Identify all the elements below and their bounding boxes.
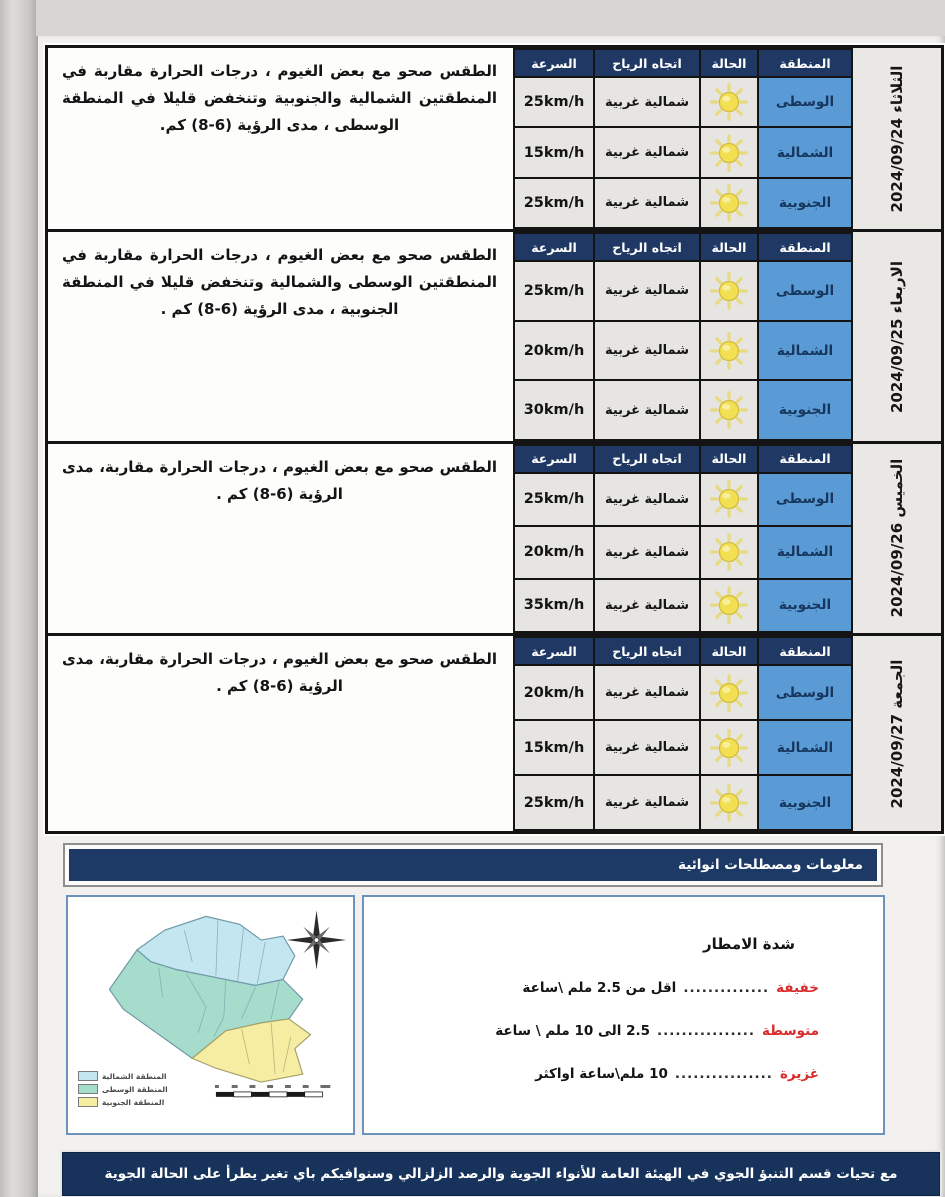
speed-cell: 25km/h bbox=[515, 474, 593, 525]
speed-cell: 20km/h bbox=[515, 322, 593, 380]
condition-cell bbox=[701, 776, 757, 829]
speed-cell: 15km/h bbox=[515, 721, 593, 774]
sun-icon bbox=[709, 532, 749, 572]
dots-leader: ................ bbox=[674, 1066, 773, 1082]
condition-cell bbox=[701, 78, 757, 126]
sun-icon bbox=[709, 271, 749, 311]
wind-cell: شمالية غربية bbox=[595, 721, 699, 774]
legend-label: المنطقة الشمالية bbox=[102, 1071, 167, 1081]
region-cell: الشمالية bbox=[759, 128, 851, 176]
table-row bbox=[515, 322, 851, 380]
region-cell: الشمالية bbox=[759, 322, 851, 380]
rain-item-label: غزيرة bbox=[779, 1066, 819, 1082]
condition-cell bbox=[701, 322, 757, 380]
photo-left-gutter bbox=[0, 0, 36, 1197]
header-region: المنطقة bbox=[759, 446, 851, 472]
speed-cell: 35km/h bbox=[515, 580, 593, 631]
wind-cell: شمالية غربية bbox=[595, 527, 699, 578]
wind-cell: شمالية غربية bbox=[595, 179, 699, 227]
header-wind: اتجاه الرياح bbox=[595, 234, 699, 260]
legend-item-south bbox=[78, 1097, 168, 1107]
header-region: المنطقة bbox=[759, 234, 851, 260]
day-weather-table bbox=[513, 232, 853, 441]
speed-cell: 20km/h bbox=[515, 527, 593, 578]
rain-item-light bbox=[364, 980, 883, 996]
info-banner bbox=[69, 849, 877, 881]
region-cell: الجنوبية bbox=[759, 580, 851, 631]
wind-cell: شمالية غربية bbox=[595, 262, 699, 320]
speed-cell: 25km/h bbox=[515, 262, 593, 320]
table-row bbox=[515, 179, 851, 227]
condition-cell bbox=[701, 179, 757, 227]
wind-cell: شمالية غربية bbox=[595, 381, 699, 439]
legend-swatch-north bbox=[78, 1071, 98, 1081]
table-row bbox=[515, 527, 851, 578]
rain-item-label: خفيفة bbox=[776, 980, 819, 996]
day-weather-table bbox=[513, 636, 853, 831]
rain-intensity-title: شدة الامطار bbox=[703, 935, 795, 953]
wind-cell: شمالية غربية bbox=[595, 322, 699, 380]
legend-swatch-south bbox=[78, 1097, 98, 1107]
region-cell: الوسطى bbox=[759, 666, 851, 719]
region-cell: الوسطى bbox=[759, 474, 851, 525]
header-speed: السرعة bbox=[515, 234, 593, 260]
table-row bbox=[515, 262, 851, 320]
map-legend bbox=[78, 1071, 168, 1107]
forecast-description: الطقس صحو مع بعض الغيوم ، درجات الحرارة مقاربة في المنطقتين الوسطى والشمالية وتنخفض قليلا في المنطقة الجنوبية ، مدى الرؤية (6-8) كم . bbox=[62, 246, 497, 319]
compass-rose-icon bbox=[287, 910, 346, 969]
sun-icon bbox=[709, 133, 749, 173]
condition-cell bbox=[701, 580, 757, 631]
forecast-description: الطقس صحو مع بعض الغيوم ، درجات الحرارة مقاربة، مدى الرؤية (6-8) كم . bbox=[62, 457, 497, 503]
rain-item-value: 10 ملم\ساعة اواكثر bbox=[535, 1066, 668, 1082]
rain-intensity-box bbox=[362, 895, 885, 1135]
sun-icon bbox=[709, 479, 749, 519]
header-speed: السرعة bbox=[515, 446, 593, 472]
header-condition: الحالة bbox=[701, 234, 757, 260]
speed-cell: 25km/h bbox=[515, 78, 593, 126]
region-cell: الجنوبية bbox=[759, 776, 851, 829]
region-cell: الوسطى bbox=[759, 262, 851, 320]
table-header-row bbox=[515, 50, 851, 76]
speed-cell: 20km/h bbox=[515, 666, 593, 719]
rain-item-moderate bbox=[364, 1023, 883, 1039]
wind-cell: شمالية غربية bbox=[595, 666, 699, 719]
info-banner-title: معلومات ومصطلحات انوائية bbox=[678, 857, 863, 873]
footer-text: مع تحيات قسم التنبؤ الجوي في الهيئة العامة للأنواء الجوية والرصد الزلزالي وسنوافيكم باي تغير يطرأ على الحالة الجوية bbox=[104, 1166, 898, 1182]
table-row bbox=[515, 776, 851, 829]
table-header-row bbox=[515, 234, 851, 260]
table-row bbox=[515, 721, 851, 774]
condition-cell bbox=[701, 128, 757, 176]
header-wind: اتجاه الرياح bbox=[595, 638, 699, 664]
date-label: الاربعاء 2024/09/25 bbox=[888, 260, 906, 413]
wind-cell: شمالية غربية bbox=[595, 474, 699, 525]
header-wind: اتجاه الرياح bbox=[595, 50, 699, 76]
table-row bbox=[515, 78, 851, 126]
day-block-2024-09-26 bbox=[48, 444, 941, 636]
sun-icon bbox=[709, 331, 749, 371]
footer-banner bbox=[62, 1152, 940, 1196]
sun-icon bbox=[709, 585, 749, 625]
header-condition: الحالة bbox=[701, 446, 757, 472]
speed-cell: 25km/h bbox=[515, 776, 593, 829]
day-block-2024-09-27 bbox=[48, 636, 941, 831]
condition-cell bbox=[701, 262, 757, 320]
day-weather-table bbox=[513, 444, 853, 633]
table-row bbox=[515, 474, 851, 525]
table-row bbox=[515, 128, 851, 176]
legend-label: المنطقة الجنوبية bbox=[102, 1097, 165, 1107]
rain-item-heavy bbox=[364, 1066, 883, 1082]
date-cell bbox=[853, 48, 941, 229]
date-label: الخميس 2024/09/26 bbox=[888, 459, 906, 618]
wind-cell: شمالية غربية bbox=[595, 776, 699, 829]
header-condition: الحالة bbox=[701, 50, 757, 76]
region-cell: الوسطى bbox=[759, 78, 851, 126]
dots-leader: ................ bbox=[656, 1023, 756, 1039]
wind-cell: شمالية غربية bbox=[595, 128, 699, 176]
forecast-description-cell bbox=[48, 48, 513, 229]
date-cell bbox=[853, 444, 941, 633]
condition-cell bbox=[701, 381, 757, 439]
header-region: المنطقة bbox=[759, 50, 851, 76]
rain-item-value: 2.5 الى 10 ملم \ ساعة bbox=[495, 1023, 650, 1039]
region-cell: الشمالية bbox=[759, 527, 851, 578]
sun-icon bbox=[709, 783, 749, 823]
date-label: الثلاثاء 2024/09/24 bbox=[888, 65, 906, 212]
date-label: الجمعة 2024/09/27 bbox=[888, 659, 906, 808]
table-row bbox=[515, 666, 851, 719]
legend-label: المنطقة الوسطى bbox=[102, 1084, 168, 1094]
header-speed: السرعة bbox=[515, 50, 593, 76]
forecast-description-cell bbox=[48, 636, 513, 831]
day-block-2024-09-25 bbox=[48, 232, 941, 444]
table-header-row bbox=[515, 446, 851, 472]
rain-item-value: اقل من 2.5 ملم \ساعة bbox=[522, 980, 677, 996]
speed-cell: 15km/h bbox=[515, 128, 593, 176]
sun-icon bbox=[709, 728, 749, 768]
legend-swatch-central bbox=[78, 1084, 98, 1094]
condition-cell bbox=[701, 474, 757, 525]
sun-icon bbox=[709, 673, 749, 713]
wind-cell: شمالية غربية bbox=[595, 580, 699, 631]
table-row bbox=[515, 580, 851, 631]
table-row bbox=[515, 381, 851, 439]
region-cell: الشمالية bbox=[759, 721, 851, 774]
sun-icon bbox=[709, 183, 749, 223]
forecast-description: الطقس صحو مع بعض الغيوم ، درجات الحرارة مقاربة في المنطقتين الشمالية والجنوبية وتنخفض قليلا في المنطقة الوسطى ، مدى الرؤية (6-8) كم. bbox=[62, 62, 497, 134]
forecast-main-table bbox=[45, 45, 944, 834]
table-header-row bbox=[515, 638, 851, 664]
condition-cell bbox=[701, 721, 757, 774]
date-cell bbox=[853, 636, 941, 831]
speed-cell: 30km/h bbox=[515, 381, 593, 439]
sun-icon bbox=[709, 390, 749, 430]
header-condition: الحالة bbox=[701, 638, 757, 664]
legend-item-central bbox=[78, 1084, 168, 1094]
day-weather-table bbox=[513, 48, 853, 229]
iraq-region-map-box bbox=[66, 895, 355, 1135]
condition-cell bbox=[701, 527, 757, 578]
sun-icon bbox=[709, 82, 749, 122]
date-cell bbox=[853, 232, 941, 441]
rain-item-label: متوسطة bbox=[762, 1023, 819, 1039]
day-block-2024-09-24 bbox=[48, 48, 941, 232]
region-cell: الجنوبية bbox=[759, 179, 851, 227]
speed-cell: 25km/h bbox=[515, 179, 593, 227]
condition-cell bbox=[701, 666, 757, 719]
header-speed: السرعة bbox=[515, 638, 593, 664]
forecast-description-cell bbox=[48, 232, 513, 441]
header-wind: اتجاه الرياح bbox=[595, 446, 699, 472]
region-cell: الجنوبية bbox=[759, 381, 851, 439]
wind-cell: شمالية غربية bbox=[595, 78, 699, 126]
header-region: المنطقة bbox=[759, 638, 851, 664]
dots-leader: .............. bbox=[683, 980, 770, 996]
forecast-description-cell bbox=[48, 444, 513, 633]
legend-item-north bbox=[78, 1071, 168, 1081]
forecast-description: الطقس صحو مع بعض الغيوم ، درجات الحرارة مقاربة، مدى الرؤية (6-8) كم . bbox=[62, 650, 497, 695]
info-banner-frame bbox=[63, 843, 883, 887]
map-scale-bar bbox=[215, 1085, 330, 1097]
